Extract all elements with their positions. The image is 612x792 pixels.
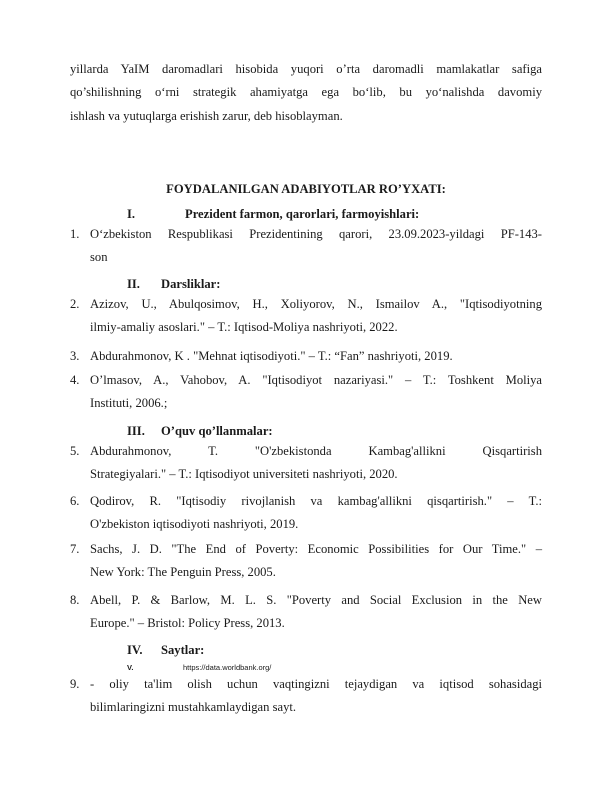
item-line: New York: The Penguin Press, 2005. bbox=[90, 565, 276, 580]
item-number: 6. bbox=[70, 494, 80, 508]
section-number: V. bbox=[127, 663, 134, 672]
item-line: Qodirov, R. "Iqtisodiy rivojlanish va kambag'allikni qisqartirish." – T.: bbox=[90, 494, 542, 508]
section-number: II. bbox=[127, 277, 140, 291]
item-line: Strategiyalari." – T.: Iqtisodiyot universiteti nashriyoti, 2020. bbox=[90, 467, 398, 482]
item-line: Abdurahmonov, K . "Mehnat iqtisodiyoti." – T.: “Fan” nashriyoti, 2019. bbox=[90, 349, 453, 363]
item-line: Abell, P. & Barlow, M. L. S. "Poverty and Social Exclusion in the New bbox=[90, 593, 542, 607]
references-title: FOYDALANILGAN ADABIYOTLAR RO’YXATI: bbox=[166, 182, 446, 196]
item-line: O‘zbekiston Respublikasi Prezidentining qarori, 23.09.2023-yildagi PF-143- bbox=[90, 227, 542, 241]
section-number: III. bbox=[127, 424, 145, 438]
item-line: bilimlaringizni mustahkamlaydigan sayt. bbox=[90, 700, 297, 715]
section-number: I. bbox=[127, 207, 136, 221]
item-number: 5. bbox=[70, 444, 80, 458]
intro-line: ishlash va yutuqlarga erishish zarur, deb hisoblayman. bbox=[70, 108, 343, 123]
item-line: son bbox=[90, 250, 108, 265]
item-line: ilmiy-amaliy asoslari." – T.: Iqtisod-Moliya nashriyoti, 2022. bbox=[90, 320, 398, 335]
item-number: 4. bbox=[70, 373, 80, 387]
intro-line: yillarda YaIM daromadlari hisobida yuqori o’rta daromadli mamlakatlar safiga bbox=[70, 62, 542, 76]
item-line: Azizov, U., Abulqosimov, H., Xoliyorov, N., Ismailov A., "Iqtisodiyotning bbox=[90, 297, 542, 311]
item-number: 7. bbox=[70, 542, 80, 556]
item-line: O'zbekiston iqtisodiyoti nashriyoti, 2019. bbox=[90, 517, 299, 532]
item-line: - oliy ta'lim olish uchun vaqtingizni tejaydigan va iqtisod sohasidagi bbox=[90, 677, 542, 691]
item-number: 2. bbox=[70, 297, 80, 311]
section-label: O’quv qo’llanmalar: bbox=[161, 424, 273, 438]
item-number: 8. bbox=[70, 593, 80, 607]
item-number: 9. bbox=[70, 677, 80, 691]
section-label: Darsliklar: bbox=[161, 277, 221, 291]
intro-line: qo’shilishning o‘rni strategik ahamiyatga ega bo‘lib, bu yo‘nalishda davomiy bbox=[70, 85, 542, 100]
intro-paragraph bbox=[70, 58, 542, 128]
worldbank-link[interactable]: https://data.worldbank.org/ bbox=[183, 663, 272, 672]
section-label: Saytlar: bbox=[161, 643, 205, 657]
item-line: O’lmasov, A., Vahobov, A. "Iqtisodiyot nazariyasi." – T.: Toshkent Moliya bbox=[90, 373, 542, 387]
item-number: 3. bbox=[70, 349, 80, 363]
item-number: 1. bbox=[70, 227, 80, 241]
item-line: Sachs, J. D. "The End of Poverty: Economic Possibilities for Our Time." – bbox=[90, 542, 542, 556]
item-line: Instituti, 2006.; bbox=[90, 396, 168, 411]
item-line: Abdurahmonov, T. "O'zbekistonda Kambag'allikni Qisqartirish bbox=[90, 444, 542, 458]
section-label: Prezident farmon, qarorlari, farmoyishlari: bbox=[185, 207, 420, 221]
item-line: Europe." – Bristol: Policy Press, 2013. bbox=[90, 616, 285, 631]
section-number: IV. bbox=[127, 643, 143, 657]
